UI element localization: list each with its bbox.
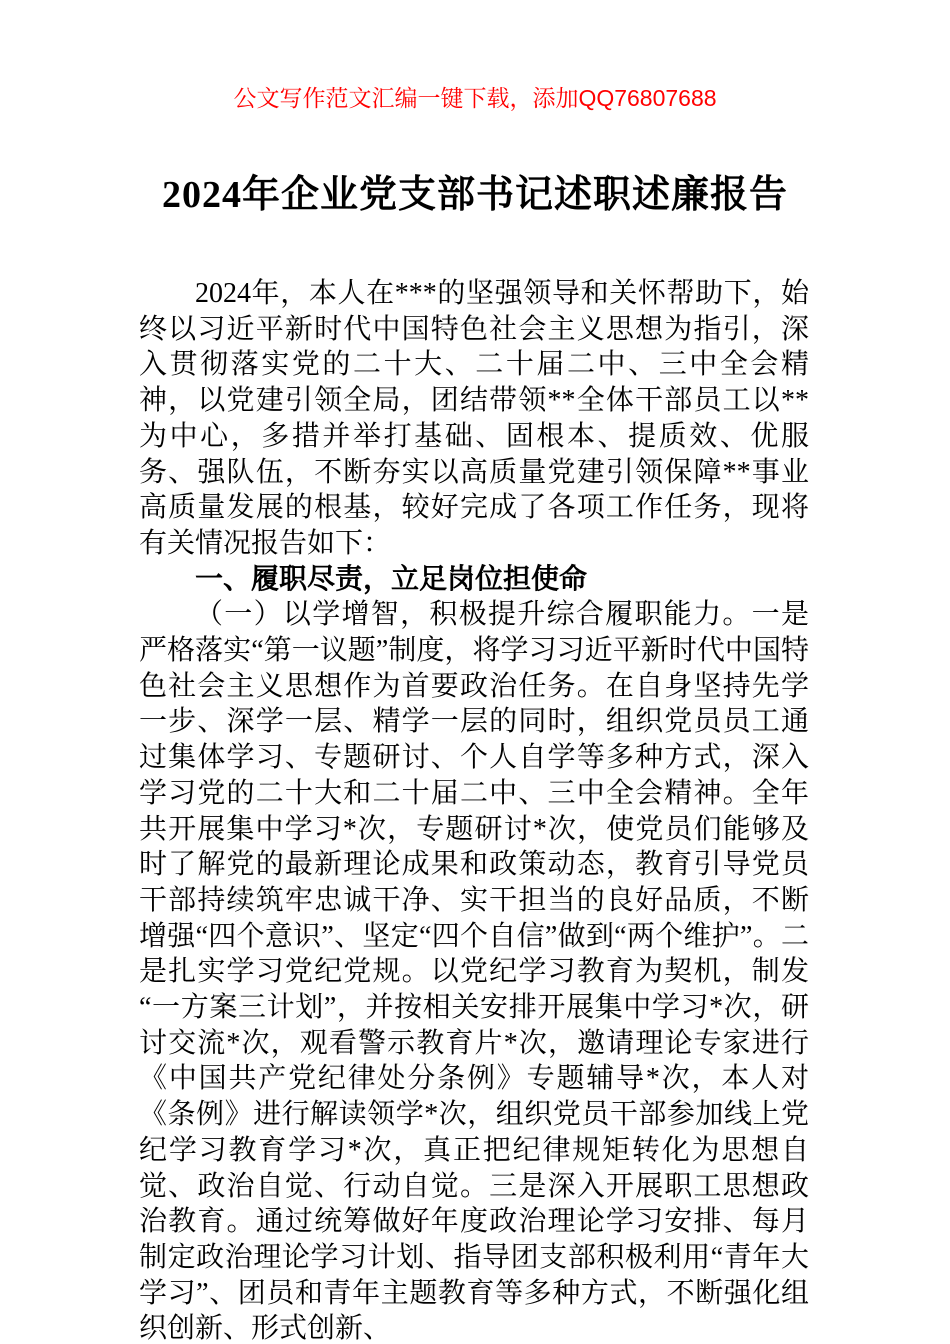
section-heading-1: 一、履职尽责，立足岗位担使命 [195, 563, 588, 595]
document-body [139, 276, 809, 1344]
document-title: 2024年企业党支部书记述职述廉报告 [161, 174, 788, 216]
download-notice: 公文写作范文汇编一键下载，添加QQ76807688 [233, 85, 717, 111]
paragraph-section-1: （一）以学增智，积极提升综合履职能力。一是严格落实“第一议题”制度，将学习习近平新时代中国特色社会主义思想作为首要政治任务。在自身坚持先学一步、深学一层、精学一层的同时，组织党员员工通过集体学习、专题研讨、个人自学等多种方式，深入学习党的二十大和二十届二中、三中全会精神。全年共开展集中学习*次，专题研讨*次，使党员们能够及时了解党的最新理论成果和政策动态，教育引导党员干部持续筑牢忠诚干净、实干担当的良好品质，不断增强“四个意识”、坚定“四个自信”做到“两个维护”。二是扎实学习党纪党规。以党纪学习教育为契机，制发“一方案三计划”，并按相关安排开展集中学习*次，研讨交流*次，观看警示教育片*次，邀请理论专家进行《中国共产党纪律处分条例》专题辅导*次，本人对《条例》进行解读领学*次，组织党员干部参加线上党纪学习教育学习*次，真正把纪律规矩转化为思想自觉、政治自觉、行动自觉。三是深入开展职工思想政治教育。通过统筹做好年度政治理论学习安排、每月制定政治理论学习计划、指导团支部积极利用“青年大学习”、团员和青年主题教育等多种方式，不断强化组织创新、形式创新、 [139, 599, 809, 1344]
paragraph-intro: 2024年，本人在***的坚强领导和关怀帮助下，始终以习近平新时代中国特色社会主义思想为指引，深入贯彻落实党的二十大、二十届二中、三中全会精神，以党建引领全局，团结带领**全体干部员工以**为中心，多措并举打基础、固根本、提质效、优服务、强队伍，不断夯实以高质量党建引领保障**事业高质量发展的根基，较好完成了各项工作任务，现将有关情况报告如下： [139, 278, 809, 559]
